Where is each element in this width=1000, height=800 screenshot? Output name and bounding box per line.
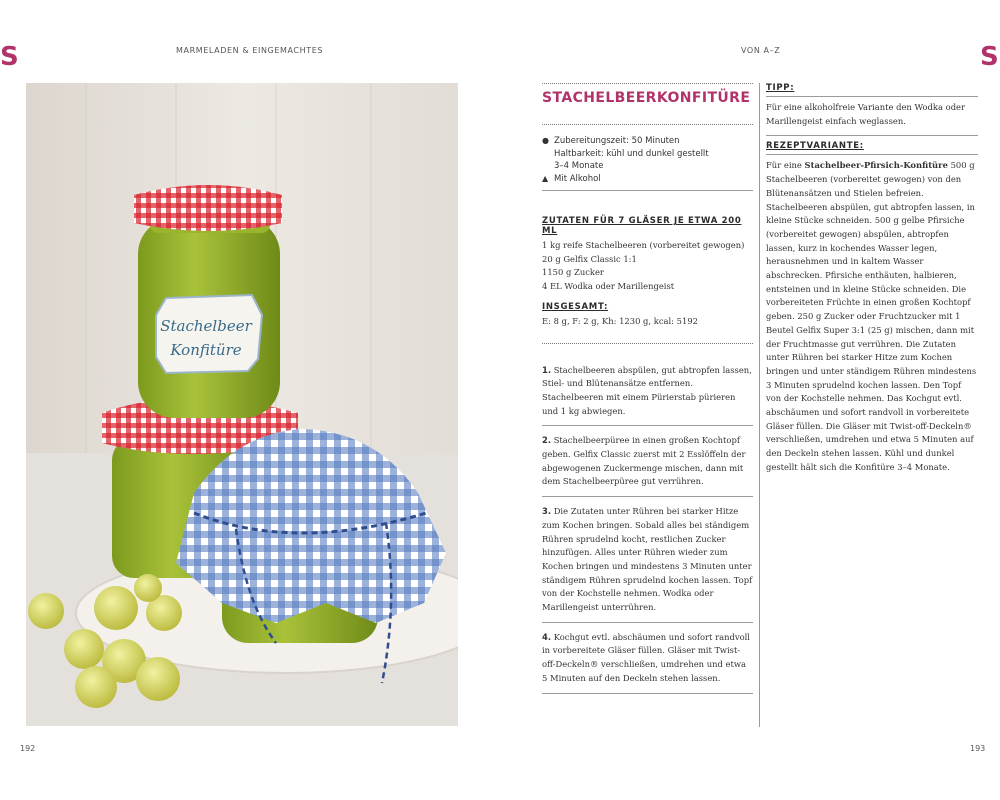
shelf-life: Haltbarkeit: kühl und dunkel gestellt — [554, 148, 709, 159]
jar-label-line2: Konfitüre — [170, 341, 242, 359]
divider-solid — [766, 154, 978, 155]
step-text: Stachelbeerpüree in einen großen Kochtopf geben. Gelfix Classic zuerst mit 2 Esslöffeln der abgewogenen Zuckermenge mischen, dann mit dem Stachelbeerpüree gut verrühren. — [542, 435, 746, 487]
step-2 — [542, 426, 753, 497]
page-number-left: 192 — [20, 744, 36, 753]
ingredient-item: 20 g Gelfix Classic 1:1 — [542, 253, 637, 264]
step-3 — [542, 497, 753, 623]
tip-heading: TIPP: — [766, 83, 795, 93]
step-text: Kochgut evtl. abschäumen und sofort randvoll in vorbereitete Gläser füllen. Gläser mit Twist-off-Deckeln® verschließen, umdrehen und etwa 5 Minuten auf den Deckeln stehen lassen. — [542, 631, 750, 683]
section-letter-left: S — [0, 42, 19, 72]
divider-solid — [766, 96, 978, 97]
divider-solid — [542, 190, 753, 191]
recipe-meta — [542, 125, 753, 190]
section-letter-right: S — [980, 42, 999, 72]
ingredients-list — [542, 239, 753, 294]
total-heading: INSGESAMT: — [542, 301, 609, 312]
clock-icon: ● — [542, 136, 549, 145]
variant-name: Stachelbeer-Pfirsich-Konfitüre — [804, 160, 948, 171]
step-number: 1. — [542, 364, 552, 375]
nutrition-total: E: 8 g, F: 2 g, Kh: 1230 g, kcal: 5192 — [542, 315, 698, 326]
ingredient-item: 1 kg reife Stachelbeeren (vorbereitet gewogen) — [542, 240, 745, 250]
divider-dotted — [542, 343, 753, 344]
running-head-right: VON A–Z — [741, 46, 781, 55]
divider-solid — [766, 135, 978, 136]
running-head-left: MARMELADEN & EINGEMACHTES — [176, 46, 324, 55]
variant-body: 500 g Stachelbeeren (vorbereitet gewogen) von den Blütenansätzen und Stielen befreien. Stachelbeeren abspülen, gut abtropfen lassen, in kleine Stücke schneiden. 500 g gelbe Pfirsiche (vorbereitet gewogen) abspülen, abtropfen lassen, kurz in kochendes Wasser legen, herausnehmen und in kaltem Wasser abschrecken. Pfirsiche enthäuten, halbieren, entsteinen und in kleine Stücke schneiden. Die vorbereiteten Früchte in einen großen Kochtopf geben. 250 g Zucker oder Fruchtzucker mit 1 Beutel Gelfix Super 3:1 (25 g) mischen, dann mit der Fruchtmasse gut verrühren. Die Zutaten unter Rühren bei starker Hitze zum Kochen bringen und unter ständigem Rühren mindestens 3 Minuten sprudelnd kochen lassen. Den Topf von der Kochstelle nehmen. Das Kochgut evtl. abschäumen und sofort randvoll in vorbereitete Gläser füllen. Die Gläser mit Twist-off-Deckeln® verschließen, umdrehen und etwa 5 Minuten auf den Deckeln stehen lassen. Kühl und dunkel gestellt hält sich die Konfitüre 3–4 Monate. — [766, 160, 977, 472]
ingredient-item: 1150 g Zucker — [542, 267, 604, 278]
recipe-column — [542, 83, 753, 694]
variant-intro: Für eine — [766, 160, 805, 171]
recipe-title: STACHELBEERKONFITÜRE — [542, 90, 751, 106]
prep-time: Zubereitungszeit: 50 Minuten — [554, 136, 680, 146]
column-rule — [759, 83, 760, 727]
jam-jars-photo — [26, 83, 458, 726]
step-number: 3. — [542, 506, 552, 517]
step-1 — [542, 356, 753, 427]
steps-list — [542, 356, 753, 694]
step-text: Die Zutaten unter Rühren bei starker Hitze zum Kochen bringen. Sobald alles bei ständigem Rühren sprudelnd kocht, restlichen Zucker hinzufügen. Alles unter Rühren wieder zum Kochen bringen und mindestens 3 Minuten unter ständigem Rühren sprudelnd kochen lassen. Topf von der Kochstelle nehmen. Wodka oder Marillengeist unterrühren. — [542, 506, 753, 613]
sidebar-column — [766, 83, 978, 475]
alcohol-note: Mit Alkohol — [554, 173, 601, 184]
variant-text — [766, 159, 978, 474]
step-text: Stachelbeeren abspülen, gut abtropfen lassen, Stiel- und Blütenansätze entfernen. Stachelbeeren mit einem Pürierstab pürieren und 1 kg abwiegen. — [542, 364, 752, 416]
step-number: 4. — [542, 631, 552, 642]
ingredients-heading: ZUTATEN FÜR 7 GLÄSER JE ETWA 200 ML — [542, 216, 742, 236]
divider-dotted — [542, 83, 753, 84]
jar-label-line1: Stachelbeer — [160, 317, 252, 335]
step-4 — [542, 623, 753, 694]
page-number-right: 193 — [970, 744, 986, 753]
ingredient-item: 4 EL Wodka oder Marillengeist — [542, 281, 675, 292]
tip-text: Für eine alkoholfreie Variante den Wodka oder Marillengeist einfach weglassen. — [766, 102, 966, 126]
step-number: 2. — [542, 435, 552, 446]
alcohol-icon: ▲ — [542, 173, 549, 183]
variant-heading: REZEPTVARIANTE: — [766, 141, 864, 152]
shelf-life-duration: 3–4 Monate — [554, 161, 604, 171]
